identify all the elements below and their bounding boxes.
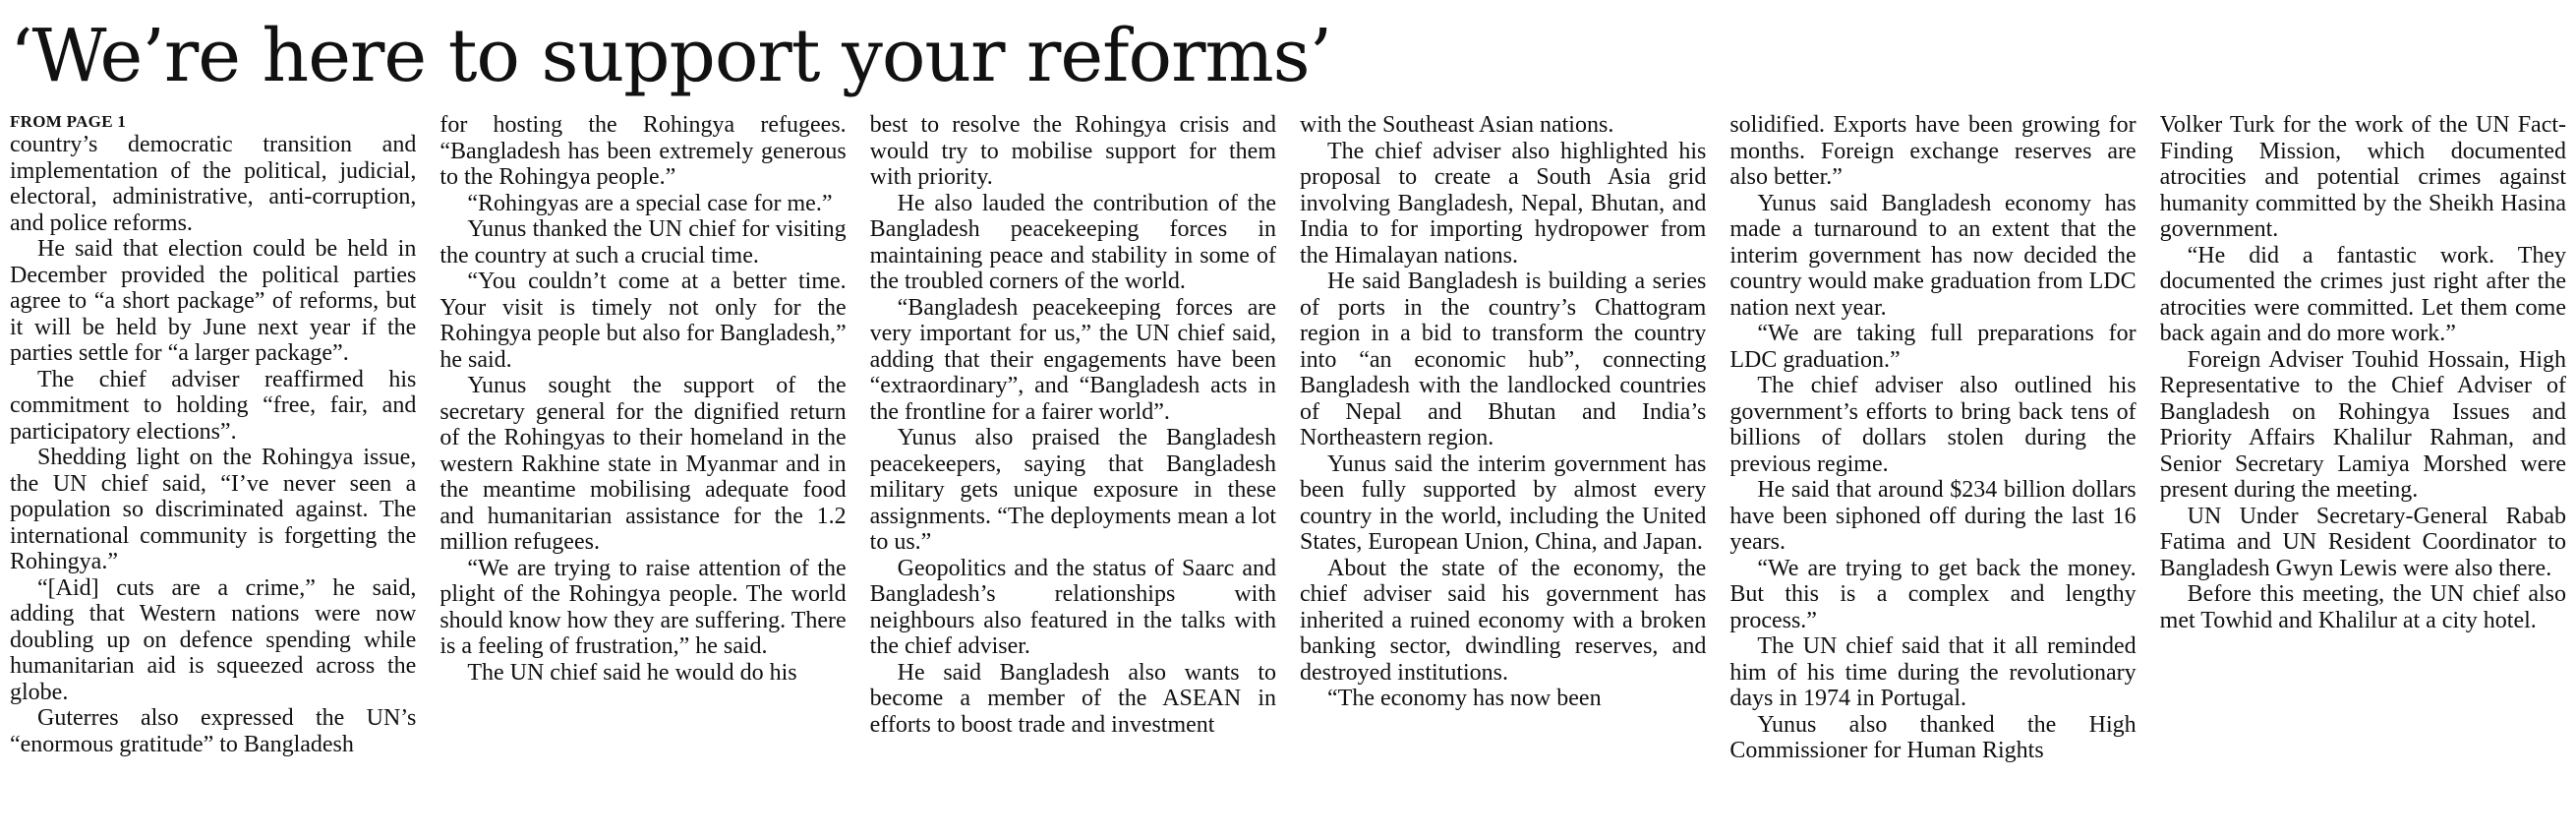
paragraph: “He did a fantastic work. They documented the crimes just right after the atrocities were committed. Let them come back again and do more work.” [2159,242,2566,346]
continuation-kicker: FROM PAGE 1 [10,112,127,131]
text-column-2 [439,112,846,834]
paragraph: About the state of the economy, the chief adviser said his government has inherited a ruined economy with a broken banking sector, dwindling reserves, and destroyed institutions. [1300,555,1707,686]
paragraph: He also lauded the contribution of the Bangladesh peacekeeping forces in maintaining peace and stability in some of the troubled corners of the world. [869,190,1276,294]
paragraph: solidified. Exports have been growing for months. Foreign exchange reserves are also better.” [1729,112,2137,190]
paragraph: UN Under Secretary-General Rabab Fatima and UN Resident Coordinator to Bangladesh Gwyn Lewis were also there. [2159,503,2566,581]
paragraph: “We are trying to get back the money. But this is a complex and lengthy process.” [1729,555,2137,633]
paragraph: Yunus thanked the UN chief for visiting the country at such a crucial time. [439,216,847,269]
article-headline: ‘We’re here to support your reforms’ [10,14,1332,98]
text-column-1 [10,112,416,834]
paragraph: Yunus said the interim government has been fully supported by almost every country in the world, including the United States, European Union, China, and Japan. [1300,450,1707,555]
paragraph: Before this meeting, the UN chief also met Towhid and Khalilur at a city hotel. [2159,581,2566,633]
paragraph: The chief adviser reaffirmed his commitment to holding “free, fair, and participatory elections”. [10,366,417,445]
paragraph: He said Bangladesh is building a series of ports in the country’s Chattogram region in a bid to transform the country into “an economic hub”, connecting Bangladesh with the landlocked countries of Nepal and Bhutan and India’s Northeastern region. [1300,269,1707,450]
paragraph: Yunus also praised the Bangladesh peacekeepers, saying that Bangladesh military gets unique exposure in these assignments. “The deployments mean a lot to us.” [869,425,1276,555]
paragraph: “Bangladesh peacekeeping forces are very important for us,” the UN chief said, adding that their engagements have been “extraordinary”, and “Bangladesh acts in the frontline for a fairer world”. [869,294,1276,425]
text-column-3 [870,112,1276,834]
paragraph: Volker Turk for the work of the UN Fact-Finding Mission, which documented atrocities and potential crimes against humanity committed by the Sheikh Hasina government. [2159,112,2566,242]
paragraph: The UN chief said he would do his [467,659,797,686]
paragraph: Shedding light on the Rohingya issue, the UN chief said, “I’ve never seen a population so discriminated against. The international community is forgetting the Rohingya.” [10,445,417,574]
paragraph: Foreign Adviser Touhid Hossain, High Representative to the Chief Adviser of Bangladesh on Rohingya Issues and Priority Affairs Khalilur Rahman, and Senior Secretary Lamiya Morshed were present during the meeting. [2159,346,2566,503]
text-column-5 [1729,112,2136,834]
text-column-4 [1300,112,1706,834]
paragraph: He said Bangladesh also wants to become a member of the ASEAN in efforts to boost trade and investment [869,659,1276,738]
paragraph: “We are taking full preparations for LDC graduation.” [1729,321,2137,373]
paragraph: for hosting the Rohingya refugees. “Bangladesh has been extremely generous to the Rohingya people.” [439,112,847,190]
paragraph: “The economy has now been [1327,686,1602,711]
paragraph: The chief adviser also highlighted his proposal to create a South Asia grid involving Bangladesh, Nepal, Bhutan, and India to for importing hydropower from the Himalayan nations. [1300,138,1707,269]
text-column-6 [2160,112,2566,834]
paragraph: “You couldn’t come at a better time. Your visit is timely not only for the Rohingya people but also for Bangladesh,” he said. [439,269,847,373]
paragraph: “Rohingyas are a special case for me.” [467,190,833,216]
paragraph: country’s democratic transition and implementation of the political, judicial, electoral, administrative, anti-corruption, and police reforms. [10,132,417,236]
paragraph: Yunus said Bangladesh economy has made a turnaround to an extent that the interim government has now decided the country would make graduation from LDC nation next year. [1729,190,2137,321]
article-body [10,112,2566,834]
paragraph: Guterres also expressed the UN’s “enormous gratitude” to Bangladesh [10,705,417,757]
paragraph: He said that election could be held in December provided the political parties agree to “a short package” of reforms, but it will be held by June next year if the parties settle for “a larger package”. [10,236,417,366]
paragraph: with the Southeast Asian nations. [1300,112,1614,138]
paragraph: best to resolve the Rohingya crisis and would try to mobilise support for them with priority. [869,112,1276,190]
paragraph: “[Aid] cuts are a crime,” he said, adding that Western nations were now doubling up on defence spending while humanitarian aid is squeezed across the globe. [10,574,417,705]
paragraph: Yunus also thanked the High Commissioner for Human Rights [1729,711,2137,763]
paragraph: The UN chief said that it all reminded him of his time during the revolutionary days in 1974 in Portugal. [1729,633,2137,711]
paragraph: “We are trying to raise attention of the plight of the Rohingya people. The world should know how they are suffering. There is a feeling of frustration,” he said. [439,555,847,659]
paragraph: The chief adviser also outlined his government’s efforts to bring back tens of billions of dollars stolen during the previous regime. [1729,373,2137,477]
paragraph: Yunus sought the support of the secretary general for the dignified return of the Rohingyas to their homeland in the western Rakhine state in Myanmar and in the meantime mobilising adequate food and humanitarian assistance for the 1.2 million refugees. [439,373,847,555]
paragraph: He said that around $234 billion dollars have been siphoned off during the last 16 years. [1729,477,2137,555]
paragraph: Geopolitics and the status of Saarc and Bangladesh’s relationships with neighbours also featured in the talks with the chief adviser. [869,555,1276,659]
